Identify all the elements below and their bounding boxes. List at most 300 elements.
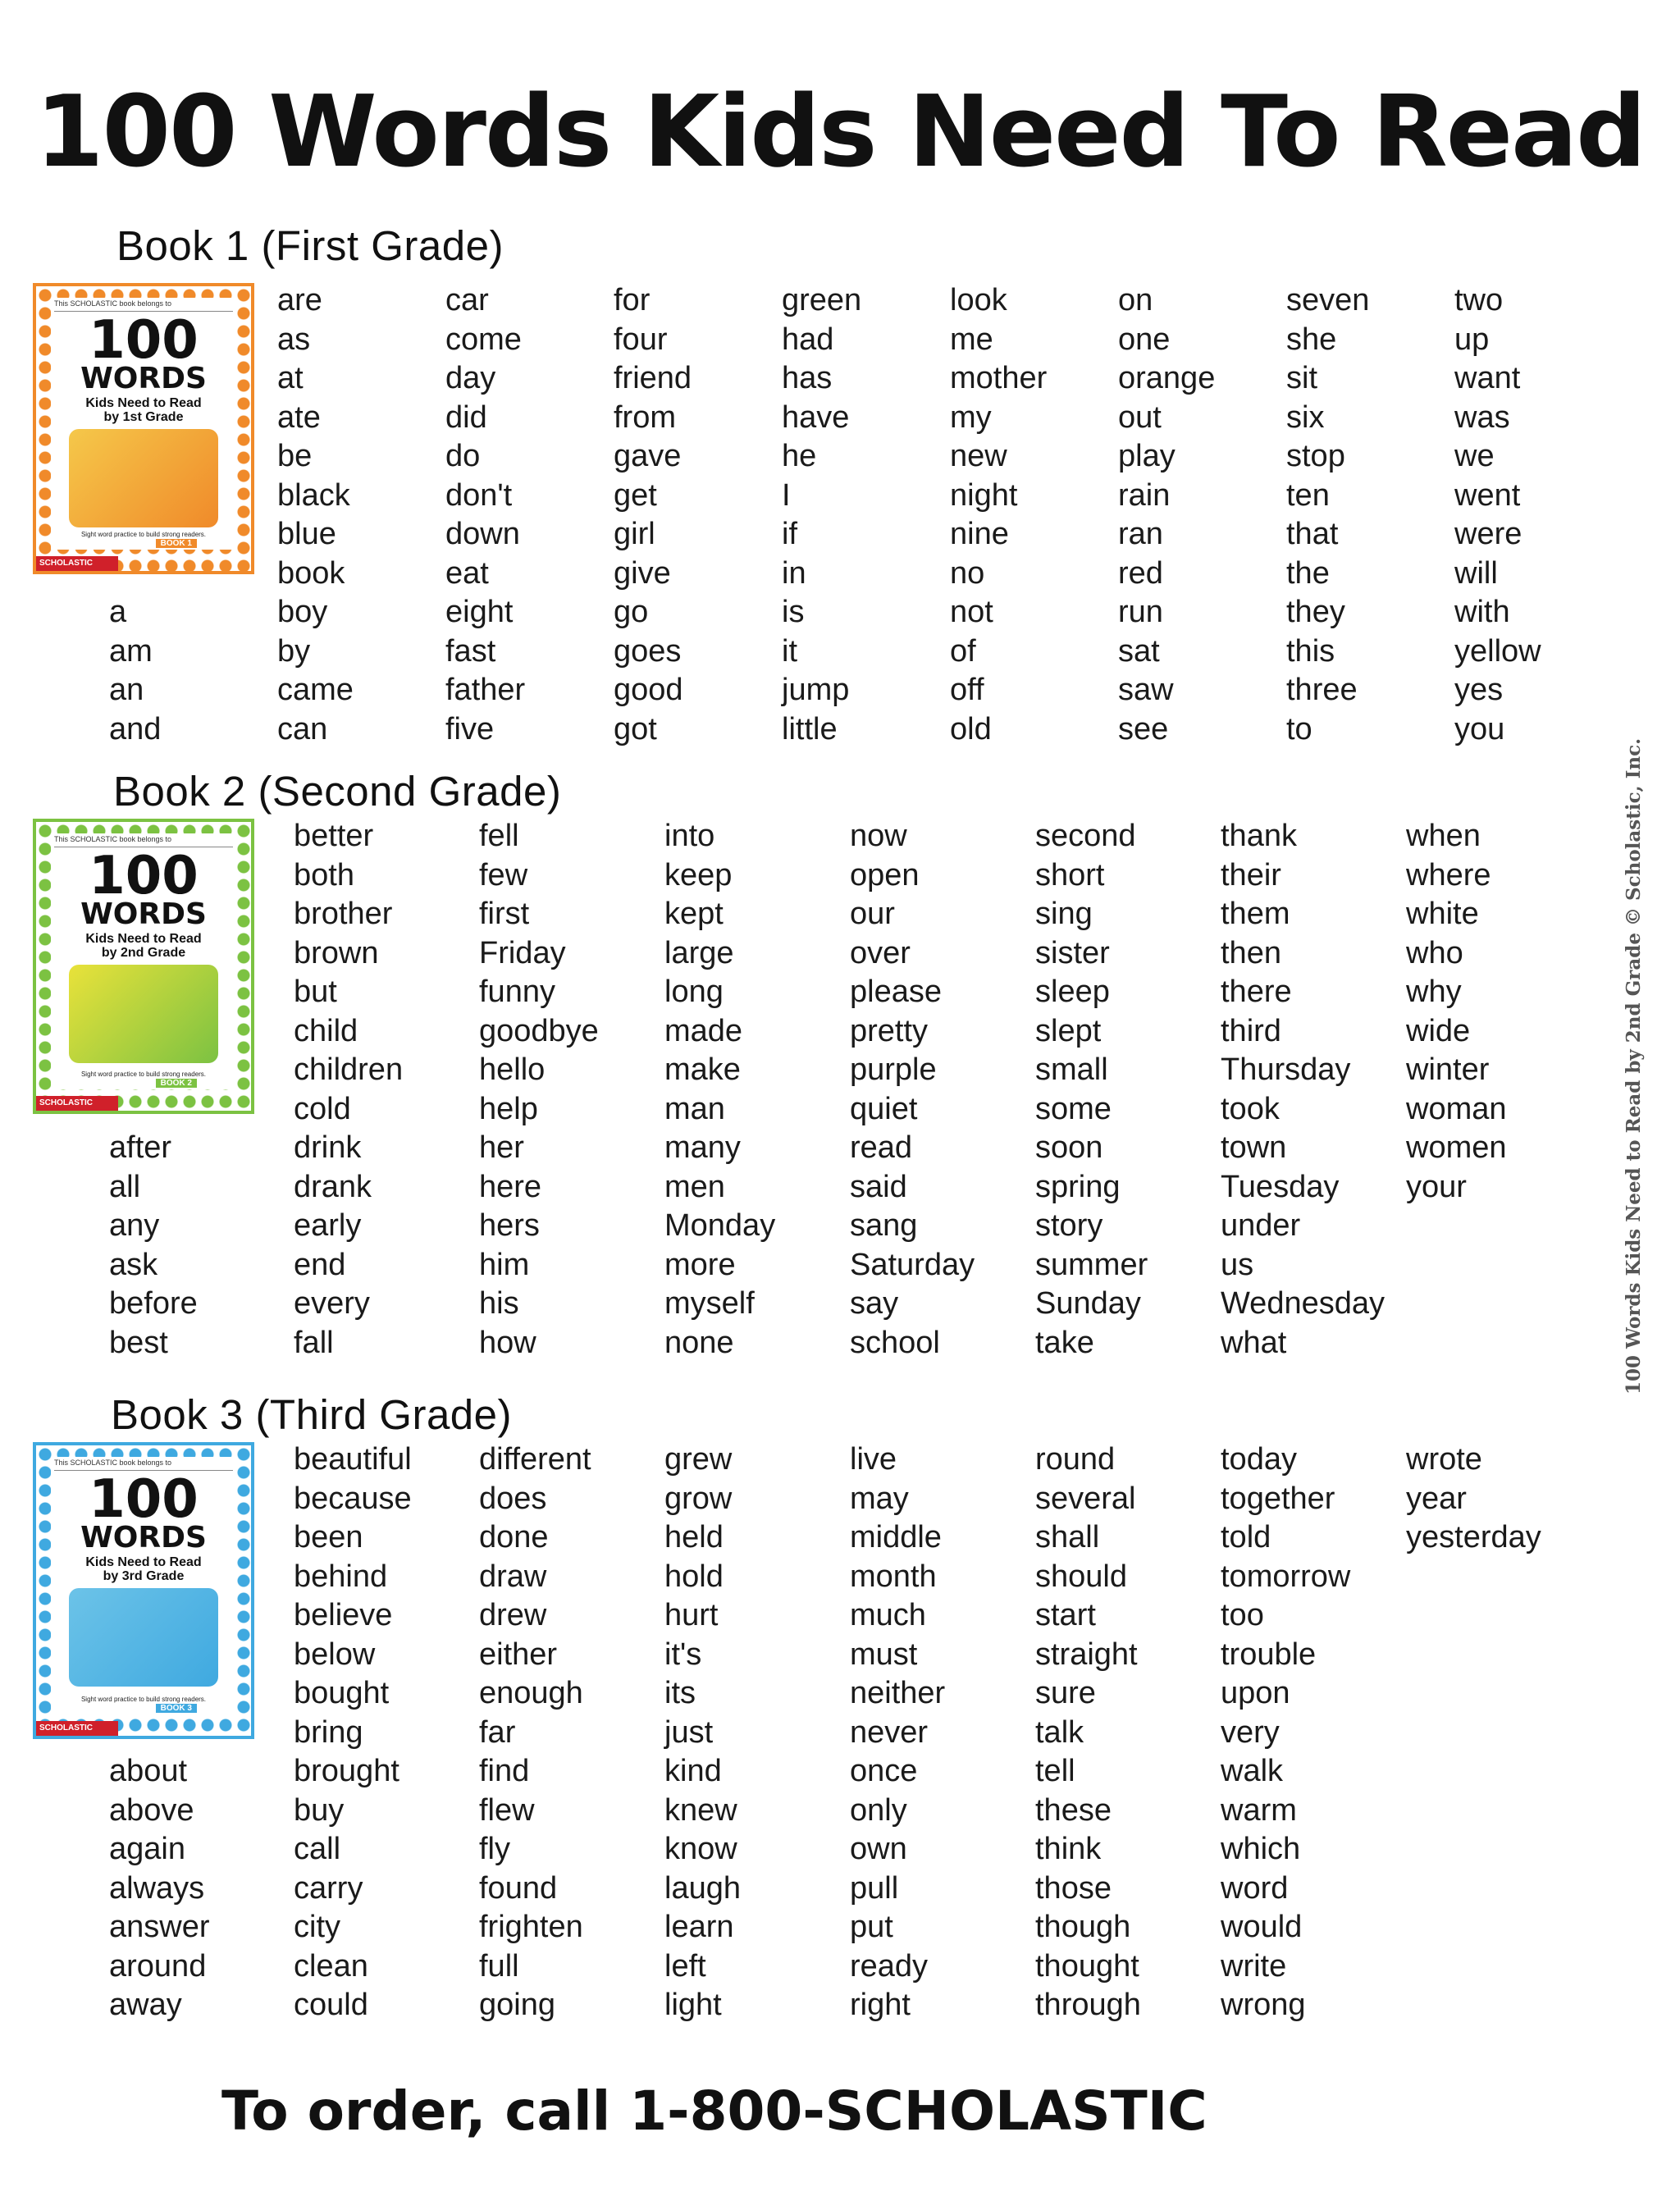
sight-word: play: [1118, 439, 1176, 473]
sight-word: middle: [850, 1520, 942, 1554]
sight-word: they: [1286, 595, 1345, 629]
sight-word: frighten: [479, 1910, 583, 1944]
sight-word: beautiful: [294, 1442, 412, 1477]
sight-word: were: [1454, 517, 1522, 551]
sight-word: of: [950, 633, 976, 669]
sight-word: bring: [294, 1714, 363, 1750]
sight-word: but: [294, 975, 337, 1009]
cover-number: 100: [89, 846, 199, 906]
sight-word: together: [1221, 1481, 1335, 1516]
sight-word: she: [1286, 322, 1337, 357]
sight-word: by: [277, 633, 311, 669]
cover-subtitle-line1: Kids Need to Read: [85, 396, 202, 410]
sight-word: how: [479, 1325, 536, 1360]
sight-word: talk: [1035, 1714, 1084, 1750]
cover-number: 100: [89, 310, 199, 371]
sight-word: only: [850, 1792, 907, 1828]
sight-word: hello: [479, 1052, 546, 1087]
sight-word: about: [109, 1754, 188, 1788]
sight-word: could: [294, 1988, 368, 2022]
cover-subtitle: [51, 396, 236, 424]
sight-word: must: [850, 1637, 918, 1672]
sight-word: wrong: [1221, 1988, 1306, 2022]
sight-word: many: [664, 1130, 741, 1165]
sight-word: off: [950, 673, 984, 707]
sight-word: rain: [1118, 477, 1171, 513]
sight-word: brown: [294, 935, 379, 970]
sight-word: ran: [1118, 517, 1163, 551]
sight-word: large: [664, 935, 734, 970]
sight-word: blue: [277, 517, 336, 551]
sight-word: slept: [1035, 1013, 1102, 1048]
sight-word: third: [1221, 1013, 1281, 1048]
sight-word: small: [1035, 1052, 1108, 1087]
sight-word: new: [950, 439, 1007, 473]
sight-word: child: [294, 1013, 358, 1048]
sight-word: straight: [1035, 1637, 1138, 1672]
sight-word: find: [479, 1754, 530, 1788]
sight-word: with: [1454, 595, 1510, 629]
sight-word: fell: [479, 819, 519, 853]
scholastic-logo: SCHOLASTIC: [36, 1721, 118, 1736]
sight-word: always: [109, 1870, 205, 1906]
sight-word: sit: [1286, 361, 1317, 395]
sight-word: city: [294, 1910, 340, 1944]
cover-subtitle-line1: Kids Need to Read: [85, 932, 202, 946]
book-cover-image: [33, 1442, 254, 1739]
sight-word: clean: [294, 1948, 368, 1984]
sight-word: little: [782, 711, 838, 746]
cover-illustration: [69, 965, 218, 1063]
order-call-text: To order, call 1-800-SCHOLASTIC: [221, 2079, 1208, 2143]
sight-word: our: [850, 897, 895, 931]
sight-word: was: [1454, 399, 1510, 435]
sight-word: year: [1406, 1481, 1467, 1516]
book-heading: Book 1 (First Grade): [116, 222, 504, 269]
sight-word: where: [1406, 857, 1491, 892]
sight-word: had: [782, 322, 834, 357]
sight-word: sat: [1118, 633, 1160, 669]
sight-word: got: [614, 711, 657, 746]
sight-word: ten: [1286, 477, 1330, 513]
sight-word: his: [479, 1286, 519, 1321]
sight-word: have: [782, 399, 850, 435]
sight-word: drink: [294, 1130, 362, 1165]
book-heading: Book 2 (Second Grade): [113, 768, 562, 815]
sight-word: did: [445, 399, 487, 435]
sight-word: before: [109, 1286, 198, 1321]
sight-word: sing: [1035, 897, 1093, 931]
sight-word: more: [664, 1247, 736, 1282]
sight-word: six: [1286, 399, 1325, 435]
sight-word: the: [1286, 555, 1330, 591]
sight-word: can: [277, 711, 328, 746]
sight-word: we: [1454, 439, 1495, 473]
sight-word: make: [664, 1052, 741, 1087]
sight-word: grew: [664, 1442, 733, 1477]
sight-word: end: [294, 1247, 346, 1282]
sight-word: seven: [1286, 283, 1370, 317]
sight-word: should: [1035, 1559, 1127, 1594]
sight-word: am: [109, 633, 153, 669]
sight-word: it: [782, 633, 797, 669]
sight-word: much: [850, 1598, 926, 1632]
sight-word: gave: [614, 439, 682, 473]
sight-word: came: [277, 673, 354, 707]
sight-word: eat: [445, 555, 489, 591]
sight-word: sang: [850, 1208, 918, 1243]
sight-word: soon: [1035, 1130, 1103, 1165]
cover-number: 100: [89, 1469, 199, 1530]
sight-word: Saturday: [850, 1247, 975, 1282]
sight-word: in: [782, 555, 806, 591]
sight-word: him: [479, 1247, 530, 1282]
sight-word: day: [445, 361, 496, 395]
book-heading: Book 3 (Third Grade): [111, 1391, 513, 1438]
sight-word: jump: [782, 673, 850, 707]
cover-subtitle-line2: by 1st Grade: [103, 410, 184, 424]
sight-word: fly: [479, 1832, 510, 1866]
sight-word: said: [850, 1169, 907, 1204]
sight-word: month: [850, 1559, 937, 1594]
sight-word: what: [1221, 1325, 1287, 1360]
sight-word: would: [1221, 1910, 1303, 1944]
sight-word: as: [277, 322, 311, 357]
sight-word: four: [614, 322, 668, 357]
sight-word: once: [850, 1754, 918, 1788]
sight-word: children: [294, 1052, 404, 1087]
sight-word: grow: [664, 1481, 733, 1516]
sight-word: kept: [664, 897, 724, 931]
cover-belongs-line: This SCHOLASTIC book belongs to: [54, 835, 233, 847]
cover-words: WORDS: [80, 897, 207, 931]
sight-word: mother: [950, 361, 1048, 395]
sight-word: this: [1286, 633, 1335, 669]
sight-word: few: [479, 857, 528, 892]
sight-word: women: [1406, 1130, 1507, 1165]
sight-word: from: [614, 399, 676, 435]
sight-word: ate: [277, 399, 321, 435]
sight-word: town: [1221, 1130, 1287, 1165]
sight-word: into: [664, 819, 715, 853]
sight-word: shall: [1035, 1520, 1100, 1554]
sight-word: tomorrow: [1221, 1559, 1351, 1594]
sight-word: us: [1221, 1247, 1254, 1282]
sight-word: he: [782, 439, 817, 473]
sight-word: put: [850, 1910, 893, 1944]
sight-word: again: [109, 1832, 185, 1866]
sight-word: too: [1221, 1598, 1264, 1632]
sight-word: father: [445, 673, 526, 707]
sight-word: red: [1118, 555, 1163, 591]
sight-word: sister: [1035, 935, 1110, 970]
sight-word: girl: [614, 517, 655, 551]
sight-word: a: [109, 595, 127, 629]
sight-word: brother: [294, 897, 393, 931]
sight-word: you: [1454, 711, 1505, 746]
sight-word: answer: [109, 1910, 210, 1944]
sight-word: never: [850, 1714, 929, 1750]
sight-word: eight: [445, 595, 514, 629]
sight-word: some: [1035, 1091, 1112, 1126]
sight-word: do: [445, 439, 481, 473]
cover-panel: [51, 1457, 236, 1714]
sight-word: own: [850, 1832, 907, 1866]
sight-word: full: [479, 1948, 519, 1984]
sight-word: though: [1035, 1910, 1131, 1944]
cover-illustration: [69, 429, 218, 527]
sight-word: I: [782, 477, 791, 513]
sight-word: early: [294, 1208, 362, 1243]
sight-word: get: [614, 477, 657, 513]
sight-word: above: [109, 1792, 194, 1828]
sight-word: warm: [1221, 1792, 1297, 1828]
sight-word: their: [1221, 857, 1281, 892]
sight-word: Wednesday: [1221, 1286, 1385, 1321]
sight-word: over: [850, 935, 911, 970]
sight-word: live: [850, 1442, 897, 1477]
sight-word: told: [1221, 1520, 1271, 1554]
sight-word: help: [479, 1091, 538, 1126]
sight-word: believe: [294, 1598, 393, 1632]
sight-word: going: [479, 1988, 555, 2022]
sight-word: story: [1035, 1208, 1103, 1243]
sight-word: want: [1454, 361, 1521, 395]
sight-word: thank: [1221, 819, 1297, 853]
copyright-side-text: 100 Words Kids Need to Read by 2nd Grade © Scholastic, Inc.: [1623, 737, 1645, 1395]
sight-word: goodbye: [479, 1013, 599, 1048]
sight-word: keep: [664, 857, 733, 892]
sight-word: its: [664, 1676, 696, 1710]
sight-word: second: [1035, 819, 1136, 853]
sight-word: brought: [294, 1754, 399, 1788]
sight-word: why: [1406, 975, 1462, 1009]
cover-book-label: BOOK 1: [156, 539, 197, 548]
sight-word: her: [479, 1130, 524, 1165]
cover-practice-text: Sight word practice to build strong readers.: [80, 531, 207, 538]
sight-word: me: [950, 322, 993, 357]
sight-word: yellow: [1454, 633, 1541, 669]
cover-subtitle: [51, 932, 236, 960]
sight-word: who: [1406, 935, 1463, 970]
sight-word: come: [445, 322, 522, 357]
sight-word: away: [109, 1988, 182, 2022]
sight-word: which: [1221, 1832, 1301, 1866]
sight-word: just: [664, 1714, 714, 1750]
sight-word: done: [479, 1520, 549, 1554]
sight-word: to: [1286, 711, 1312, 746]
cover-practice-text: Sight word practice to build strong readers.: [80, 1696, 207, 1703]
sight-word: none: [664, 1325, 734, 1360]
sight-word: stop: [1286, 439, 1345, 473]
cover-panel: [51, 298, 236, 550]
sight-word: friend: [614, 361, 692, 395]
sight-word: trouble: [1221, 1637, 1317, 1672]
sight-word: yesterday: [1406, 1520, 1541, 1554]
sight-word: not: [950, 595, 993, 629]
cover-panel: [51, 833, 236, 1089]
sight-word: made: [664, 1013, 743, 1048]
sight-word: tell: [1035, 1754, 1075, 1788]
sight-word: very: [1221, 1714, 1280, 1750]
sight-word: round: [1035, 1442, 1116, 1477]
sight-word: behind: [294, 1559, 388, 1594]
sight-word: Monday: [664, 1208, 776, 1243]
sight-word: either: [479, 1637, 558, 1672]
sight-word: open: [850, 857, 920, 892]
sight-word: after: [109, 1130, 172, 1165]
sight-word: does: [479, 1481, 547, 1516]
sight-word: orange: [1118, 361, 1216, 395]
sight-word: these: [1035, 1792, 1112, 1828]
sight-word: first: [479, 897, 530, 931]
sight-word: any: [109, 1208, 160, 1243]
sight-word: myself: [664, 1286, 755, 1321]
sight-word: men: [664, 1169, 725, 1204]
sight-word: summer: [1035, 1247, 1148, 1282]
sight-word: bought: [294, 1676, 390, 1710]
sight-word: long: [664, 975, 724, 1009]
sight-word: book: [277, 555, 345, 591]
sight-word: short: [1035, 857, 1105, 892]
sight-word: best: [109, 1325, 168, 1360]
sight-word: sleep: [1035, 975, 1110, 1009]
sight-word: your: [1406, 1169, 1467, 1204]
sight-word: winter: [1406, 1052, 1490, 1087]
sight-word: through: [1035, 1988, 1141, 2022]
sight-word: carry: [294, 1870, 363, 1906]
sight-word: write: [1221, 1948, 1287, 1984]
cover-belongs-line: This SCHOLASTIC book belongs to: [54, 1459, 233, 1471]
sight-word: for: [614, 283, 651, 317]
sight-word: because: [294, 1481, 412, 1516]
sight-word: now: [850, 819, 907, 853]
sight-word: it's: [664, 1637, 702, 1672]
sight-word: on: [1118, 283, 1153, 317]
sight-word: spring: [1035, 1169, 1121, 1204]
scholastic-logo: SCHOLASTIC: [36, 1096, 118, 1111]
cover-subtitle: [51, 1555, 236, 1583]
sight-word: every: [294, 1286, 370, 1321]
sight-word: don't: [445, 477, 513, 513]
sight-word: Friday: [479, 935, 566, 970]
sight-word: quiet: [850, 1091, 918, 1126]
sight-word: are: [277, 283, 322, 317]
sight-word: please: [850, 975, 942, 1009]
sight-word: saw: [1118, 673, 1174, 707]
sight-word: and: [109, 711, 162, 746]
sight-word: kind: [664, 1754, 722, 1788]
sight-word: hold: [664, 1559, 724, 1594]
sight-word: one: [1118, 322, 1171, 357]
sight-word: buy: [294, 1792, 345, 1828]
sight-word: no: [950, 555, 985, 591]
sight-word: see: [1118, 711, 1169, 746]
sight-word: draw: [479, 1559, 547, 1594]
page-title: 100 Words Kids Need To Read: [35, 75, 1645, 189]
sight-word: wide: [1406, 1013, 1471, 1048]
sight-word: Thursday: [1221, 1052, 1351, 1087]
cover-subtitle-line2: by 2nd Grade: [101, 946, 186, 960]
sight-word: left: [664, 1948, 706, 1984]
sight-word: down: [445, 517, 520, 551]
sight-word: better: [294, 819, 374, 853]
cover-belongs-line: This SCHOLASTIC book belongs to: [54, 299, 233, 312]
sight-word: at: [277, 361, 304, 395]
book-cover-image: [33, 283, 254, 574]
sight-word: drew: [479, 1598, 547, 1632]
sight-word: run: [1118, 595, 1163, 629]
sight-word: school: [850, 1325, 940, 1360]
sight-word: say: [850, 1286, 899, 1321]
sight-word: hurt: [664, 1598, 719, 1632]
sight-word: three: [1286, 673, 1358, 707]
sight-word: here: [479, 1169, 542, 1204]
sight-word: them: [1221, 897, 1290, 931]
sight-word: under: [1221, 1208, 1301, 1243]
sight-word: good: [614, 673, 683, 707]
sight-word: Tuesday: [1221, 1169, 1340, 1204]
sight-word: word: [1221, 1870, 1289, 1906]
sight-word: different: [479, 1442, 591, 1477]
sight-word: start: [1035, 1598, 1096, 1632]
sight-word: give: [614, 555, 671, 591]
sight-word: purple: [850, 1052, 937, 1087]
sight-word: thought: [1035, 1948, 1139, 1984]
sight-word: night: [950, 477, 1018, 513]
sight-word: two: [1454, 283, 1504, 317]
cover-practice-text: Sight word practice to build strong readers.: [80, 1071, 207, 1078]
sight-word: light: [664, 1988, 722, 2022]
sight-word: far: [479, 1714, 516, 1750]
sight-word: go: [614, 595, 649, 629]
sight-word: sure: [1035, 1676, 1096, 1710]
sight-word: goes: [614, 633, 682, 669]
sight-word: fast: [445, 633, 496, 669]
sight-word: black: [277, 477, 350, 513]
sight-word: up: [1454, 322, 1490, 357]
sight-word: flew: [479, 1792, 535, 1828]
sight-word: hers: [479, 1208, 540, 1243]
sight-word: man: [664, 1091, 725, 1126]
sight-word: that: [1286, 517, 1339, 551]
sight-word: drank: [294, 1169, 372, 1204]
sight-word: laugh: [664, 1870, 741, 1906]
cover-book-label: BOOK 3: [156, 1704, 197, 1713]
sight-word: walk: [1221, 1754, 1284, 1788]
sight-word: boy: [277, 595, 328, 629]
sight-word: neither: [850, 1676, 946, 1710]
sight-word: found: [479, 1870, 558, 1906]
sight-word: be: [277, 439, 313, 473]
sight-word: both: [294, 857, 354, 892]
sight-word: read: [850, 1130, 913, 1165]
scholastic-logo: SCHOLASTIC: [36, 556, 118, 571]
sight-word: when: [1406, 819, 1481, 853]
sight-word: call: [294, 1832, 341, 1866]
sight-word: five: [445, 711, 495, 746]
sight-word: several: [1035, 1481, 1136, 1516]
sight-word: pretty: [850, 1013, 929, 1048]
sight-word: knew: [664, 1792, 737, 1828]
book-cover-image: [33, 819, 254, 1114]
sight-word: been: [294, 1520, 363, 1554]
sight-word: there: [1221, 975, 1292, 1009]
cover-illustration: [69, 1588, 218, 1687]
sight-word: woman: [1406, 1091, 1507, 1126]
sight-word: learn: [664, 1910, 734, 1944]
sight-word: is: [782, 595, 805, 629]
